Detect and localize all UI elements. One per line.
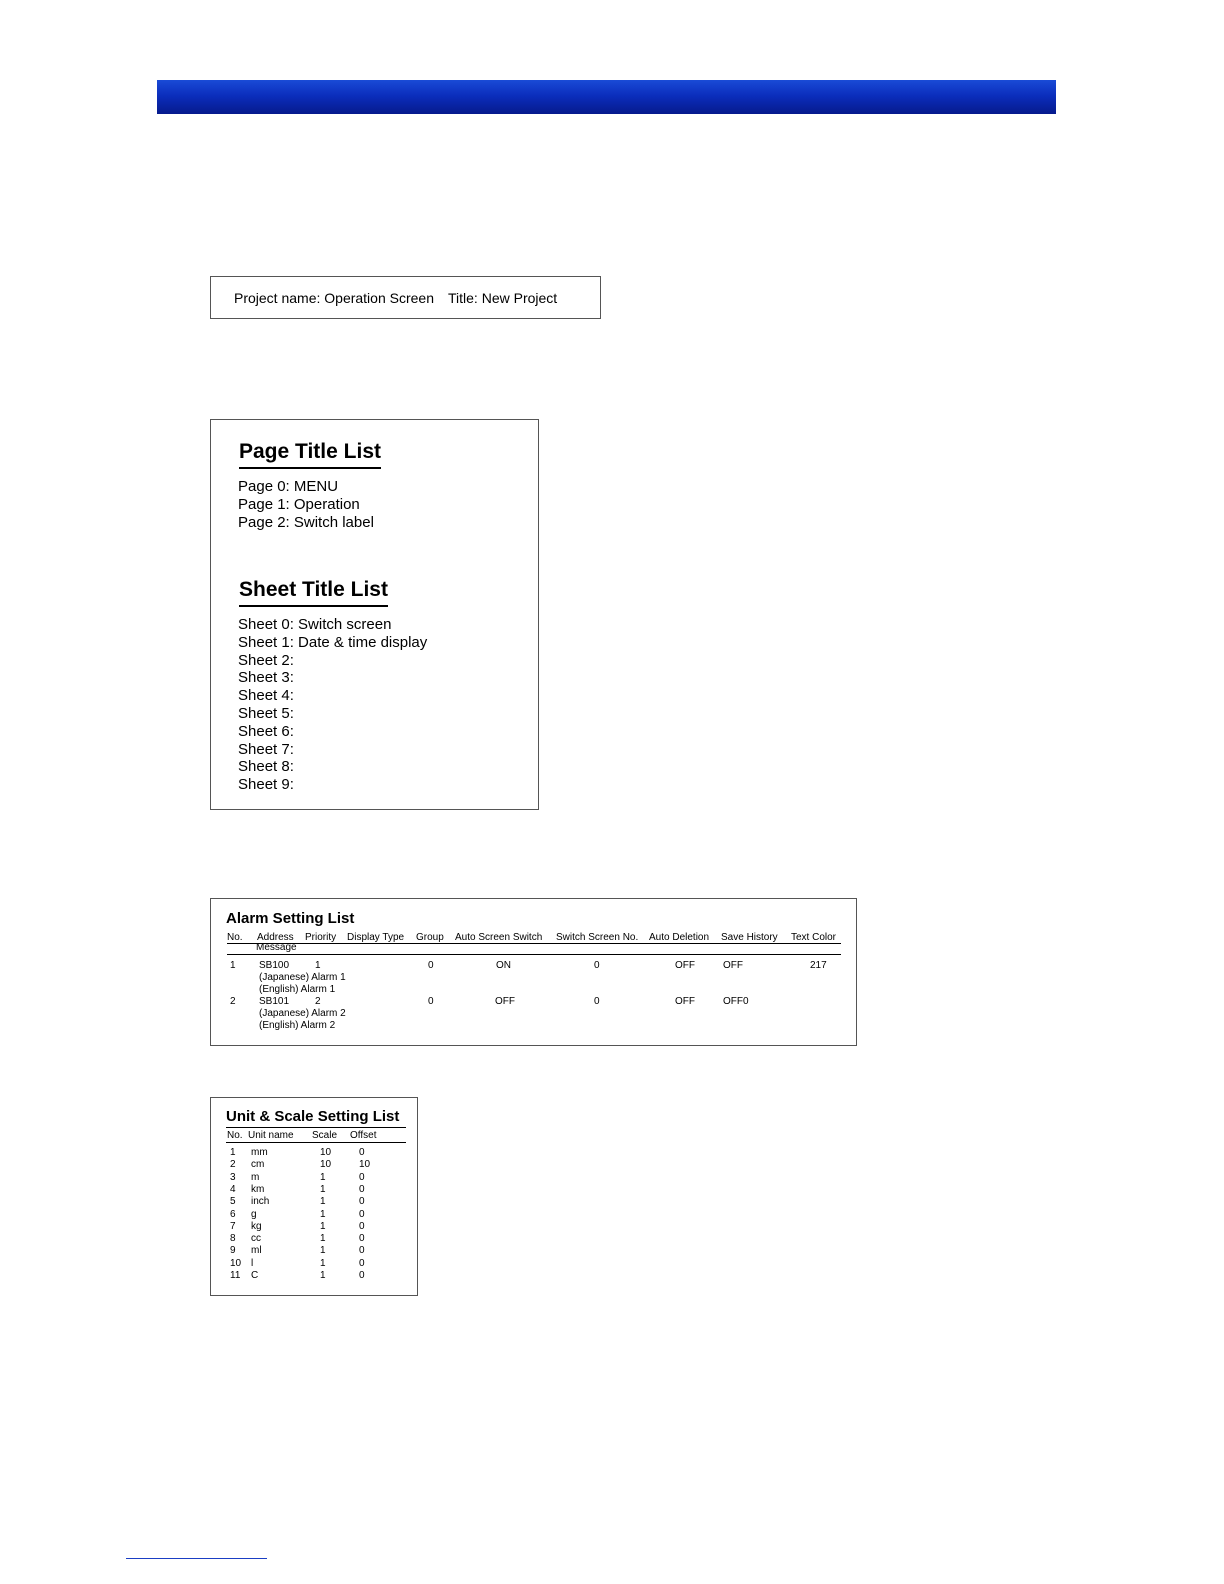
alarm-row-2-priority: 2 — [315, 996, 321, 1007]
unit-row-6-offset: 0 — [359, 1208, 365, 1220]
unit-row-7-scale: 1 — [320, 1220, 326, 1232]
alarm-row-2-message-english: (English) Alarm 2 — [259, 1020, 336, 1031]
alarm-row-1-switch-screen-no: 0 — [594, 960, 600, 971]
unit-row-5-unit: inch — [251, 1196, 270, 1208]
project-info-box — [210, 276, 601, 319]
unit-row-5-scale: 1 — [320, 1196, 326, 1208]
unit-row-9-offset: 0 — [359, 1245, 365, 1257]
unit-row-4-offset: 0 — [359, 1183, 365, 1195]
col-header-address: Address — [257, 932, 294, 943]
unit-row-2-unit: cm — [251, 1159, 265, 1171]
unit-col-header-no: No. — [227, 1130, 243, 1141]
page-title-list — [238, 478, 374, 531]
col-header-message: Message — [256, 942, 297, 953]
unit-row-8-no: 8 — [230, 1233, 236, 1245]
unit-row-10-no: 10 — [230, 1257, 242, 1269]
unit-row-9-no: 9 — [230, 1245, 236, 1257]
unit-row-1-unit: mm — [251, 1147, 268, 1158]
unit-row-4-unit: km — [251, 1183, 265, 1195]
unit-row-11-scale: 1 — [320, 1270, 326, 1281]
unit-header-divider — [226, 1142, 406, 1143]
col-header-text-color: Text Color — [791, 932, 837, 943]
unit-row-7-offset: 0 — [359, 1220, 365, 1232]
footer-rule — [126, 1558, 267, 1559]
sheet-title-list-heading: Sheet Title List — [239, 578, 388, 607]
col-header-switch-screen-no: Switch Screen No. — [556, 932, 639, 943]
alarm-row-2-save-history: OFF0 — [723, 996, 749, 1007]
alarm-row-1-message-japanese: (Japanese) Alarm 1 — [259, 972, 346, 983]
alarm-row-2-switch-screen-no: 0 — [594, 996, 600, 1007]
sheet-title-item: Sheet 4: — [238, 687, 294, 705]
unit-row-9-scale: 1 — [320, 1245, 326, 1257]
unit-row-3-no: 3 — [230, 1171, 236, 1183]
unit-row-8-scale: 1 — [320, 1233, 326, 1245]
sheet-title-item: Sheet 9: — [238, 776, 294, 794]
unit-scale-setting-list-title: Unit & Scale Setting List — [226, 1108, 400, 1125]
unit-row-2-scale: 10 — [320, 1159, 332, 1171]
unit-row-4-scale: 1 — [320, 1183, 326, 1195]
project-name: Project name: Operation Screen — [234, 290, 434, 306]
alarm-row-2-auto-screen-switch: OFF — [495, 996, 515, 1007]
unit-row-7-unit: kg — [251, 1220, 262, 1232]
sheet-title-item: Sheet 2: — [238, 651, 294, 669]
page-title-item: Page 0: MENU — [238, 478, 339, 495]
unit-row-10-unit: l — [251, 1257, 254, 1269]
project-title: Title: New Project — [448, 290, 558, 306]
project-info-line — [234, 290, 557, 306]
sheet-title-item: Sheet 8: — [238, 758, 294, 776]
col-header-auto-screen-switch: Auto Screen Switch — [455, 932, 543, 943]
unit-col-header-scale: Scale — [312, 1130, 338, 1141]
alarm-row-1-auto-screen-switch: ON — [496, 960, 511, 971]
unit-row-3-scale: 1 — [320, 1171, 326, 1183]
unit-row-7-no: 7 — [230, 1220, 236, 1232]
alarm-row-1-text-color: 217 — [810, 960, 827, 971]
page-title-item: Page 1: Operation — [238, 495, 360, 513]
unit-row-11-offset: 0 — [359, 1270, 365, 1281]
alarm-row-1-priority: 1 — [315, 960, 321, 971]
unit-row-1-scale: 10 — [320, 1147, 332, 1158]
unit-col-header-unit-name: Unit name — [248, 1130, 294, 1141]
sheet-title-item: Sheet 0: Switch screen — [238, 616, 392, 633]
unit-col-header-offset: Offset — [350, 1130, 377, 1141]
unit-row-6-no: 6 — [230, 1208, 236, 1220]
alarm-row-2-message-japanese: (Japanese) Alarm 2 — [259, 1008, 346, 1019]
alarm-row-2-no: 2 — [230, 996, 236, 1007]
header-banner — [157, 80, 1056, 114]
sheet-title-item: Sheet 6: — [238, 722, 294, 740]
sheet-title-list — [238, 616, 427, 794]
alarm-row-2-auto-deletion: OFF — [675, 996, 695, 1007]
alarm-row-2-group: 0 — [428, 996, 434, 1007]
alarm-row-1-no: 1 — [230, 960, 236, 971]
header-underline — [227, 943, 841, 944]
col-header-priority: Priority — [305, 932, 337, 943]
col-header-auto-deletion: Auto Deletion — [649, 932, 710, 943]
alarm-row-2-address: SB101 — [259, 996, 290, 1007]
unit-row-5-offset: 0 — [359, 1196, 365, 1208]
alarm-row-1-group: 0 — [428, 960, 434, 971]
unit-row-11-unit: C — [251, 1270, 259, 1281]
col-header-no: No. — [227, 932, 243, 943]
unit-row-3-unit: m — [251, 1171, 260, 1183]
page-title-list-heading: Page Title List — [239, 440, 381, 469]
unit-row-6-unit: g — [251, 1208, 257, 1220]
alarm-row-1-address: SB100 — [259, 960, 290, 971]
unit-row-10-offset: 0 — [359, 1257, 365, 1269]
unit-row-5-no: 5 — [230, 1196, 236, 1208]
alarm-setting-list-title: Alarm Setting List — [226, 910, 355, 927]
sheet-title-item: Sheet 7: — [238, 740, 294, 758]
alarm-row-1-message-english: (English) Alarm 1 — [259, 984, 336, 995]
unit-row-1-no: 1 — [230, 1147, 236, 1158]
sheet-title-item: Sheet 3: — [238, 669, 294, 687]
unit-scale-setting-list-box — [210, 1097, 418, 1296]
col-header-group: Group — [416, 932, 444, 943]
unit-row-3-offset: 0 — [359, 1171, 365, 1183]
unit-row-11-no: 11 — [230, 1270, 241, 1281]
col-header-save-history: Save History — [721, 932, 778, 943]
page-title-item: Page 2: Switch label — [238, 513, 374, 531]
sheet-title-item: Sheet 1: Date & time display — [238, 633, 428, 651]
unit-row-8-unit: cc — [251, 1233, 261, 1245]
alarm-row-1-auto-deletion: OFF — [675, 960, 695, 971]
unit-row-10-scale: 1 — [320, 1257, 326, 1269]
unit-row-4-no: 4 — [230, 1183, 236, 1195]
unit-row-9-unit: ml — [251, 1245, 262, 1257]
title-underline — [226, 1127, 406, 1128]
title-lists-box — [210, 419, 539, 810]
unit-row-2-offset: 10 — [359, 1159, 371, 1171]
unit-row-6-scale: 1 — [320, 1208, 326, 1220]
alarm-row-1-save-history: OFF — [723, 960, 743, 971]
header-divider — [227, 954, 841, 955]
unit-row-8-offset: 0 — [359, 1233, 365, 1245]
sheet-title-item: Sheet 5: — [238, 704, 294, 722]
unit-row-1-offset: 0 — [359, 1147, 365, 1158]
unit-row-2-no: 2 — [230, 1159, 236, 1171]
col-header-display-type: Display Type — [347, 932, 405, 943]
alarm-setting-list-box — [210, 898, 857, 1046]
